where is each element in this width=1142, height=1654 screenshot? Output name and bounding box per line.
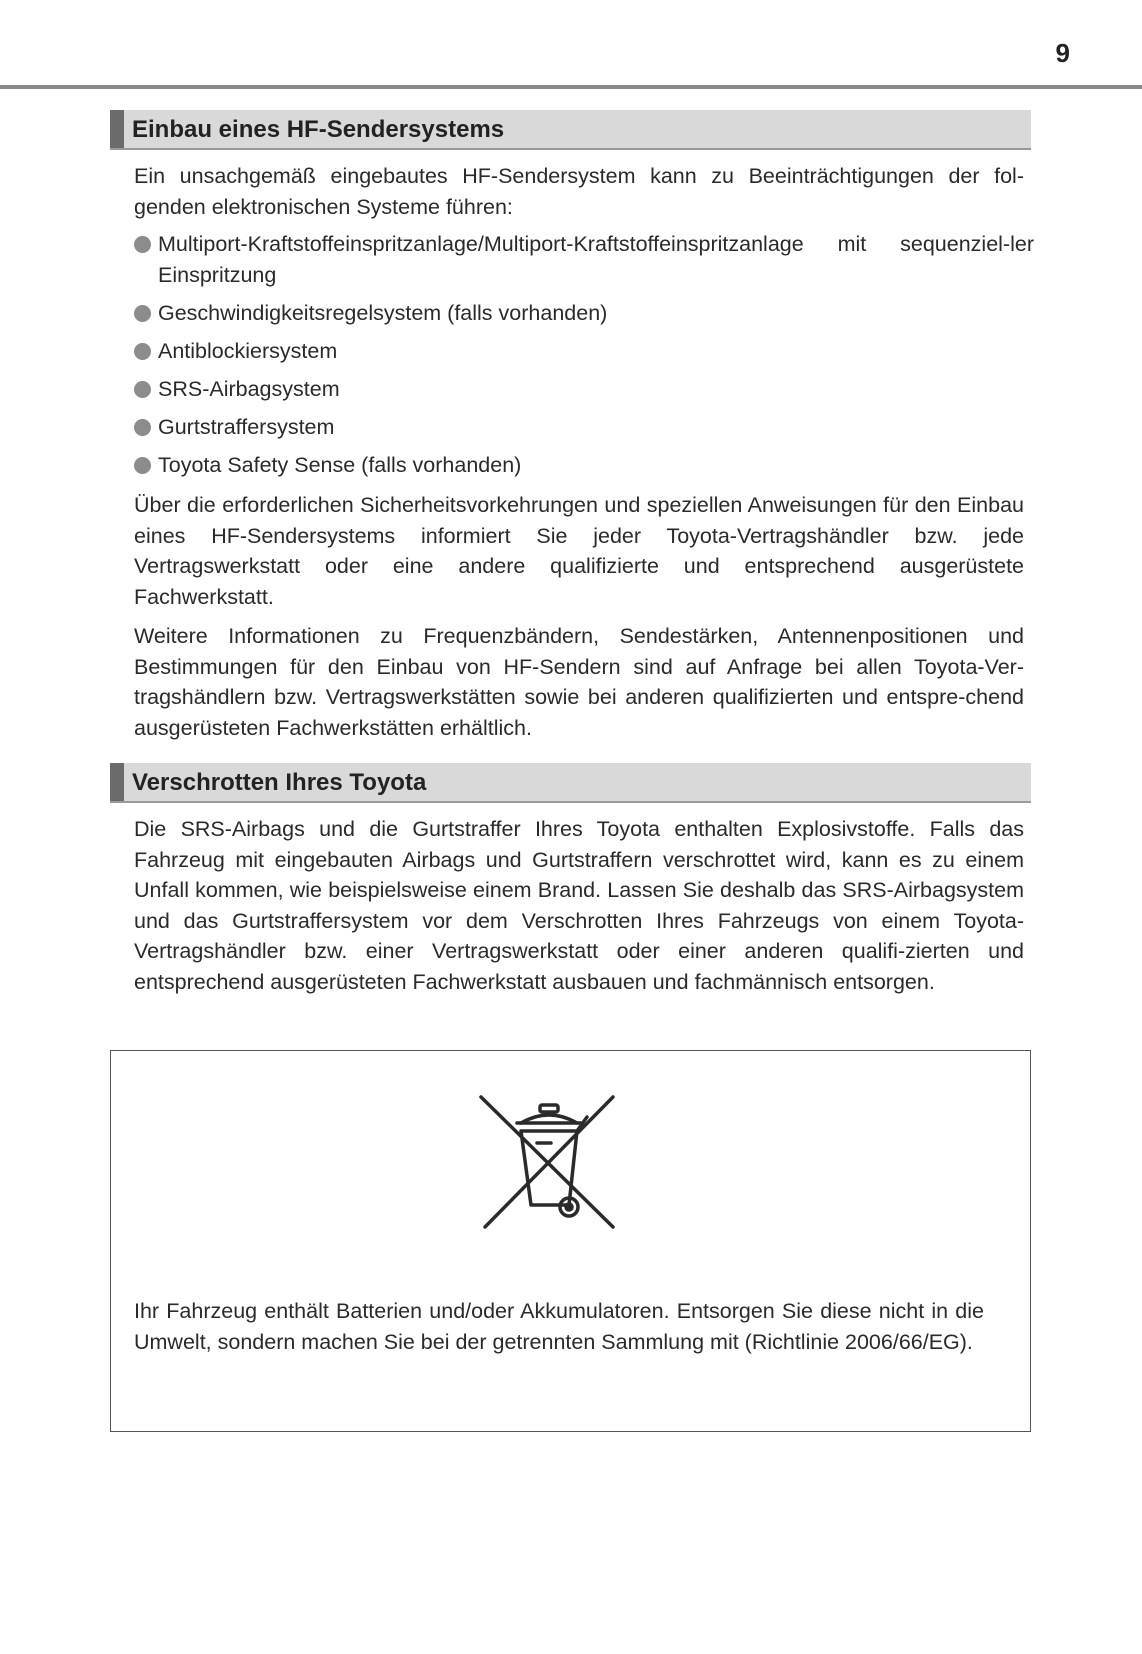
heading-accent-bar xyxy=(110,110,124,148)
list-item xyxy=(134,412,1034,443)
bullet-icon xyxy=(134,381,151,398)
safety-precautions-paragraph: Über die erforderlichen Sicherheitsvorkehrungen und speziellen Anweisungen für den Einbau eines HF-Sendersystems informiert Sie jeder Toyota-Vertragshändler bzw. jede Vertragswerkstatt oder eine andere qualifizierte und entsprechend ausgerüstete Fachwerkstatt. xyxy=(134,493,1024,609)
list-item-text: Toyota Safety Sense (falls vorhanden) xyxy=(158,452,522,477)
list-item xyxy=(134,374,1034,405)
bullet-icon xyxy=(134,236,151,253)
scrapping-paragraph: Die SRS-Airbags und die Gurtstraffer Ihres Toyota enthalten Explosivstoffe. Falls das Fahrzeug mit eingebauten Airbags und Gurtstraffern verschrottet wird, kann es zu einem Unfall kommen, wie beispielsweise einem Brand. Lassen Sie deshalb das SRS-Airbagsystem und das Gurtstraffersystem vor dem Verschrotten Ihres Fahrzeugs von einem Toyota-Vertragshändler bzw. einer Vertragswerkstatt oder einer anderen qualifi-zierten und entsprechend ausgerüsteten Fachwerkstatt ausbauen und fachmännisch entsorgen. xyxy=(134,817,1024,994)
list-item xyxy=(134,229,1034,290)
intro-paragraph: Ein unsachgemäß eingebautes HF-Sendersystem kann zu Beeinträchtigungen der fol-genden elektronischen Systeme führen: xyxy=(134,164,1024,219)
section-title: Verschrotten Ihres Toyota xyxy=(132,769,427,796)
header-rule xyxy=(0,85,1142,89)
battery-disposal-notice xyxy=(110,1050,1031,1432)
bullet-icon xyxy=(134,305,151,322)
frequency-info-paragraph: Weitere Informationen zu Frequenzbändern, Sendestärken, Antennenpositionen und Bestimmungen für den Einbau von HF-Sendern sind auf Anfrage bei allen Toyota-Ver-tragshändlern bzw. Vertragswerkstätten sowie bei anderen qualifizierten und entspre-chend ausgerüsteten Fachwerkstätten erhältlich. xyxy=(134,624,1024,740)
list-item-text: Antiblockiersystem xyxy=(158,338,338,363)
bullet-icon xyxy=(134,343,151,360)
section-heading-scrapping xyxy=(110,763,1031,803)
list-item-text: Gurtstraffersystem xyxy=(158,414,335,439)
bullet-icon xyxy=(134,419,151,436)
list-item-text: Geschwindigkeitsregelsystem (falls vorhanden) xyxy=(158,300,608,325)
list-item-text: SRS-Airbagsystem xyxy=(158,376,340,401)
list-item-text: Multiport-Kraftstoffeinspritzanlage/Multiport-Kraftstoffeinspritzanlage mit sequenziel-ler Einspritzung xyxy=(158,232,1034,287)
list-item xyxy=(134,298,1034,329)
affected-systems-list xyxy=(134,229,1034,488)
list-item xyxy=(134,336,1034,367)
bullet-icon xyxy=(134,457,151,474)
section-heading-hf-transmitter xyxy=(110,110,1031,150)
crossed-out-wheelie-bin-icon xyxy=(477,1093,617,1233)
section-title: Einbau eines HF-Sendersystems xyxy=(132,116,505,143)
notice-text: Ihr Fahrzeug enthält Batterien und/oder Akkumulatoren. Entsorgen Sie diese nicht in die Umwelt, sondern machen Sie bei der getrennten Sammlung mit (Richtlinie 2006/66/EG). xyxy=(134,1299,984,1354)
heading-accent-bar xyxy=(110,763,124,801)
list-item xyxy=(134,450,1034,481)
page-number: 9 xyxy=(1055,38,1070,68)
